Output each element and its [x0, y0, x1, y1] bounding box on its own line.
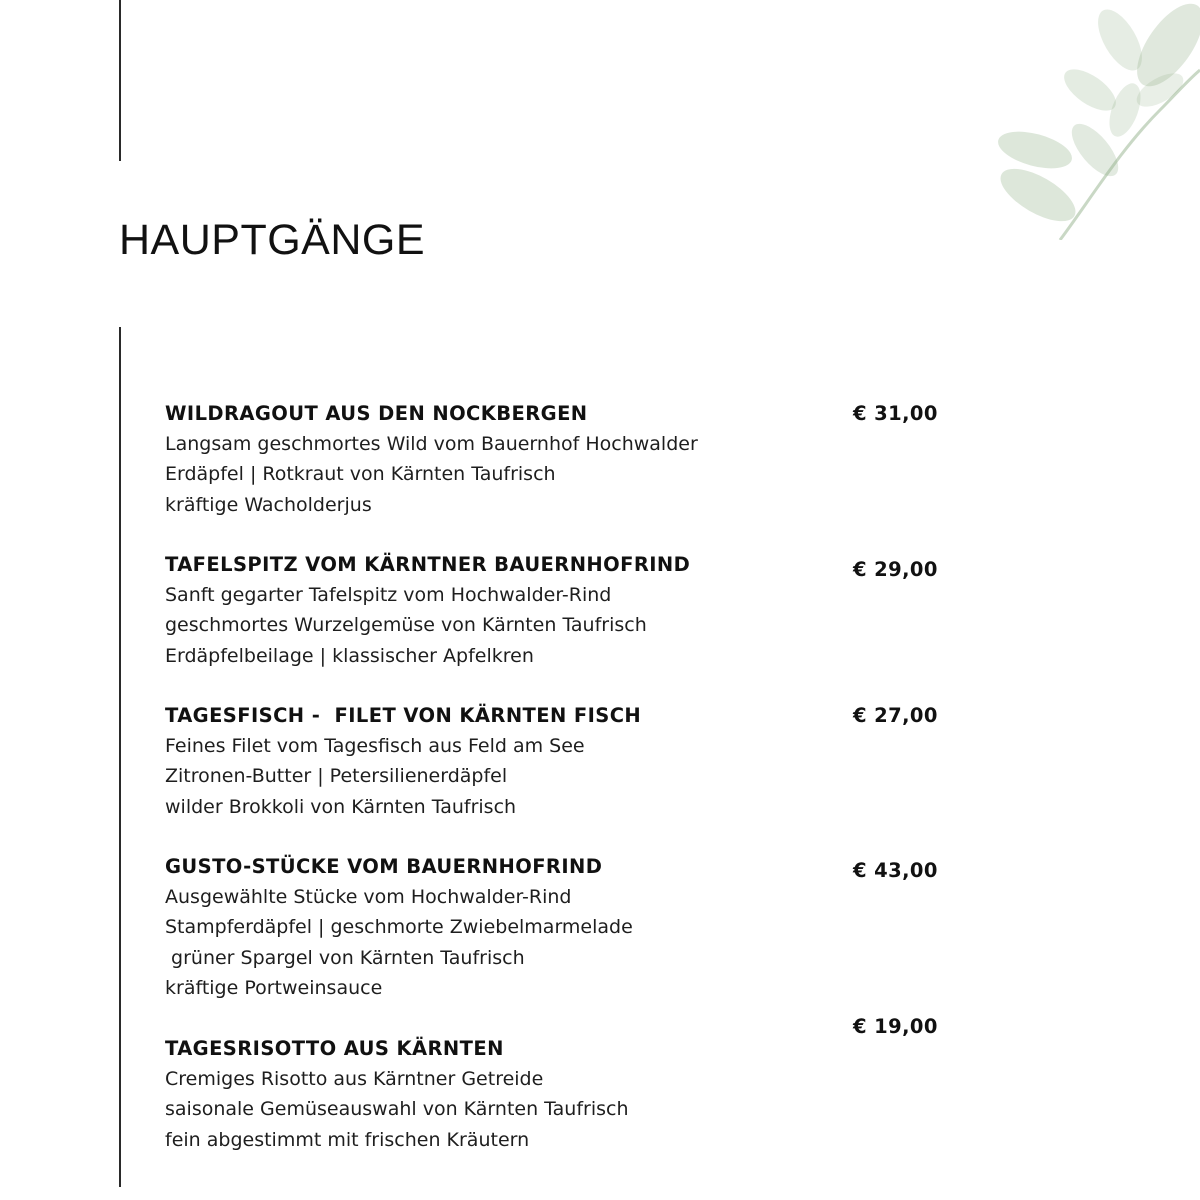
dish-description-line: Sanft gegarter Tafelspitz vom Hochwalder-Rind	[165, 584, 612, 606]
dish-price: € 43,00	[853, 859, 938, 882]
dish-description-line: Langsam geschmortes Wild vom Bauernhof Hochwalder	[165, 433, 698, 455]
menu-divider-line	[119, 327, 121, 1187]
dish-description-line: kräftige Wacholderjus	[165, 493, 372, 516]
menu-item	[165, 701, 825, 822]
menu-item	[165, 399, 825, 520]
dish-price: € 29,00	[853, 558, 938, 581]
dish-name: TAGESFISCH - FILET VON KÄRNTEN FISCH	[165, 704, 642, 727]
menu-item	[165, 852, 825, 1003]
dish-price: € 19,00	[853, 1015, 938, 1038]
top-divider-line	[119, 0, 121, 161]
dish-description-line: grüner Spargel von Kärnten Taufrisch	[165, 946, 525, 969]
dish-price: € 31,00	[853, 402, 938, 425]
section-title: HAUPTGÄNGE	[119, 216, 426, 264]
eucalyptus-leaves-icon	[920, 0, 1200, 240]
dish-description-line: Cremiges Risotto aus Kärntner Getreide	[165, 1068, 544, 1090]
dish-description-line: fein abgestimmt mit frischen Kräutern	[165, 1128, 530, 1151]
dish-description-line: Zitronen-Butter | Petersilienerdäpfel	[165, 765, 508, 788]
dish-description-line: kräftige Portweinsauce	[165, 976, 383, 999]
dish-description-line: wilder Brokkoli von Kärnten Taufrisch	[165, 795, 517, 818]
dish-description-line: Erdäpfelbeilage | klassischer Apfelkren	[165, 644, 534, 667]
dish-name: TAFELSPITZ VOM KÄRNTNER BAUERNHOFRIND	[165, 553, 691, 576]
menu-item	[165, 550, 825, 671]
dish-name: WILDRAGOUT AUS DEN NOCKBERGEN	[165, 402, 588, 425]
dish-description-line: Ausgewählte Stücke vom Hochwalder-Rind	[165, 886, 572, 908]
menu-item	[165, 1034, 825, 1155]
dish-name: TAGESRISOTTO AUS KÄRNTEN	[165, 1037, 504, 1060]
dish-price: € 27,00	[853, 704, 938, 727]
dish-description-line: Feines Filet vom Tagesfisch aus Feld am See	[165, 735, 585, 757]
dish-description-line: Erdäpfel | Rotkraut von Kärnten Taufrisch	[165, 463, 556, 486]
dish-name: GUSTO-STÜCKE VOM BAUERNHOFRIND	[165, 855, 603, 878]
dish-description-line: geschmortes Wurzelgemüse von Kärnten Taufrisch	[165, 614, 647, 637]
dish-description-line: saisonale Gemüseauswahl von Kärnten Taufrisch	[165, 1098, 629, 1121]
dish-description-line: Stampferdäpfel | geschmorte Zwiebelmarmelade	[165, 916, 633, 939]
